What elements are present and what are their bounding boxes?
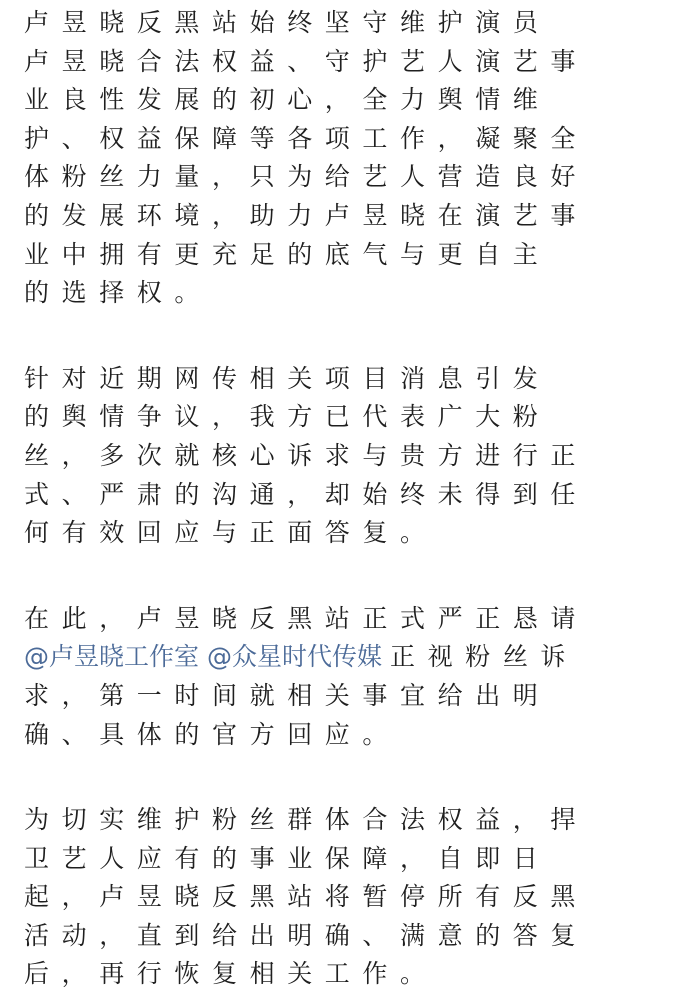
- text-line: 为切实维护粉丝群体合法权益，捍: [24, 805, 589, 835]
- text-line: 的选择权。: [24, 278, 213, 308]
- text-line: 体粉丝力量，只为给艺人营造良好: [24, 162, 589, 192]
- paragraph-mission: [24, 4, 676, 313]
- text-fragment: 正视粉丝诉: [390, 642, 579, 672]
- text-line-with-mentions: [24, 638, 676, 677]
- text-line: 活动，直到给出明确、满意的答复: [24, 920, 589, 950]
- text-line: 卢昱晓反黑站始终坚守维护演员: [24, 8, 551, 37]
- text-line: 针对近期网传相关项目消息引发: [24, 363, 551, 393]
- text-line: 起，卢昱晓反黑站将暂停所有反黑: [24, 882, 589, 912]
- text-line: 卫艺人应有的事业保障，自即日: [24, 843, 551, 873]
- paragraph-request: [24, 600, 676, 754]
- text-line: 式、严肃的沟通，却始终未得到任: [24, 479, 589, 509]
- text-line: 业良性发展的初心，全力舆情维: [24, 85, 551, 115]
- text-line: 的发展环境，助力卢昱晓在演艺事: [24, 200, 589, 230]
- text-line: 确、具体的官方回应。: [24, 719, 401, 749]
- paragraph-suspension: [24, 801, 676, 994]
- text-line: 后，再行恢复相关工作。: [24, 959, 438, 989]
- text-line: 护、权益保障等各项工作，凝聚全: [24, 123, 589, 153]
- text-line: 业中拥有更充足的底气与更自主: [24, 239, 551, 269]
- text-line: 在此，卢昱晓反黑站正式严正恳请: [24, 603, 589, 633]
- text-line: 的舆情争议，我方已代表广大粉: [24, 402, 551, 432]
- mention-link-studio[interactable]: @卢昱晓工作室: [24, 642, 200, 672]
- text-line: 卢昱晓合法权益、守护艺人演艺事: [24, 46, 589, 76]
- text-line: 求，第一时间就相关事宜给出明: [24, 680, 551, 710]
- text-line: 丝，多次就核心诉求与贵方进行正: [24, 440, 589, 470]
- paragraph-dispute: [24, 360, 676, 553]
- text-line: 何有效回应与正面答复。: [24, 518, 438, 548]
- mention-link-agency[interactable]: @众星时代传媒: [207, 642, 383, 672]
